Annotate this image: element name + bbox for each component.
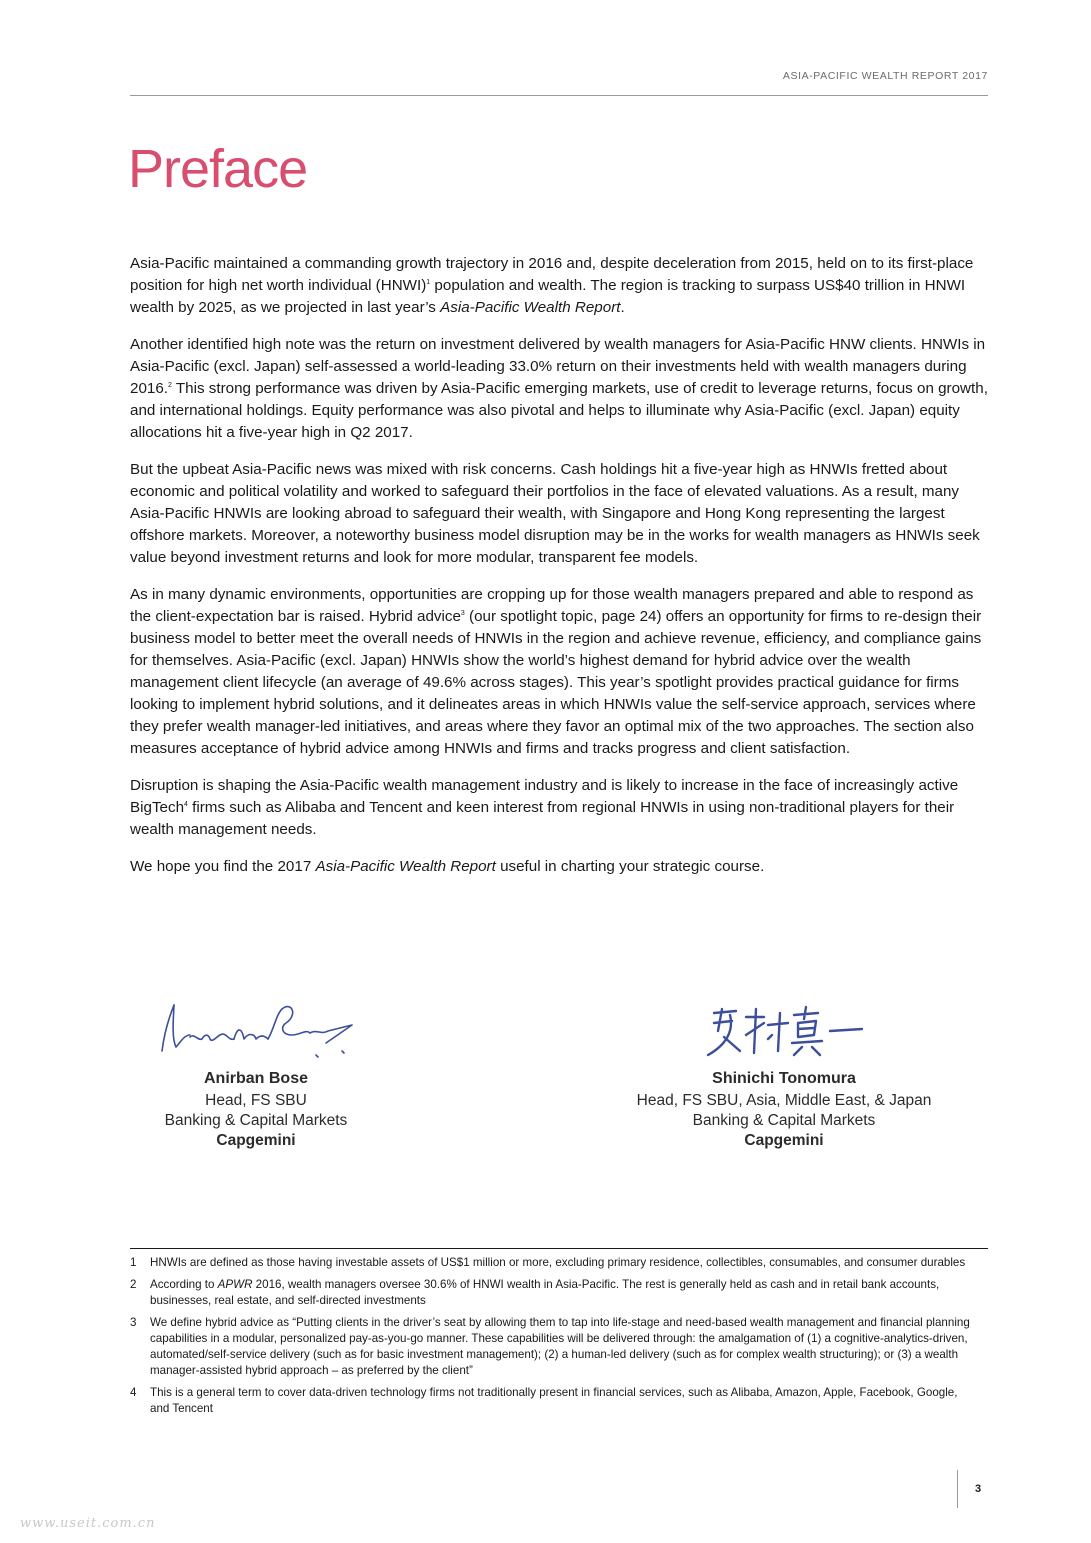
signatory-name: Shinichi Tonomura <box>712 1070 856 1087</box>
page-number: 3 <box>975 1483 982 1495</box>
footnote-text: We define hybrid advice as “Putting clients in the driver’s seat by allowing them to tap into life-stage and need-based wealth management and financial planning capabilities in a modular, personalized pay-as-you-go manner. These capabilities will be delivered through: the amalgamation of (1) a cognitive-analytics-driven, automated/self-service delivery (such as for basic investment management); (2) a human-led delivery (such as for complex wealth structuring); or (3) a wealth manager-assisted hybrid approach – as preferred by the client” <box>150 1316 970 1377</box>
footnote-ref-4: 4 <box>184 801 188 808</box>
signatory-org: Capgemini <box>216 1132 296 1149</box>
header-divider <box>130 95 988 96</box>
running-header: ASIA-PACIFIC WEALTH REPORT 2017 <box>782 70 988 82</box>
signatory-name: Anirban Bose <box>203 1070 308 1087</box>
watermark: www.useit.com.cn <box>20 1516 156 1531</box>
paragraph-4: As in many dynamic environments, opportunities are cropping up for those wealth managers prepared and able to respond as the client-expectation bar is raised. Hybrid advice$^3$ (our spotlight topic, page 24) offers an opportunity for firms to re-design their business model to better meet the overall needs of HNWIs in the region and achieve revenue, efficiency, and compliance gains for themselves. Asia-Pacific (excl. Japan) HNWIs show the world’s highest demand for hybrid advice over the wealth management client lifecycle (an average of 49.6% across stages). This year’s spotlight provides practical guidance for firms looking to implement hybrid solutions, and it delineates areas in which HNWIs value the self-service approach, services where they prefer wealth manager-led initiatives, and areas where they favor an optimal mix of the two approaches. The section also measures acceptance of hybrid advice among HNWIs and firms and tracks progress and client satisfaction. <box>130 586 982 757</box>
footnote-number: 4 <box>130 1386 137 1399</box>
signatory-role: Head, FS SBU <box>205 1092 307 1109</box>
signatory-unit: Banking & Capital Markets <box>692 1112 876 1129</box>
footnote-ref-2: 2 <box>168 382 172 389</box>
preface-body <box>130 253 988 893</box>
footnote-number: 3 <box>130 1316 137 1329</box>
footnote-1 <box>130 1255 970 1271</box>
page-title: Preface <box>128 139 308 199</box>
paragraph-1: Asia-Pacific maintained a commanding growth trajectory in 2016 and, despite deceleration from 2015, held on to its first-place position for high net worth individual (HNWI)$^1$ population and wealth. The region is tracking to surpass US$40 trillion in HNWI wealth by 2025, as we projected in last year’s Asia-Pacific Wealth Report. <box>130 255 974 316</box>
footnote-text: HNWIs are defined as those having investable assets of US$1 million or more, excluding primary residence, collectibles, consumables, and consumer durables <box>150 1256 966 1269</box>
footnote-3 <box>130 1315 970 1379</box>
footnote-text: According to APWR 2016, wealth managers oversee 30.6% of HNWI wealth in Asia-Pacific. The rest is generally held as cash and in retail bank accounts, businesses, real estate, and self-directed investments <box>150 1278 940 1307</box>
paragraph-2: Another identified high note was the return on investment delivered by wealth managers for Asia-Pacific HNW clients. HNWIs in Asia-Pacific (excl. Japan) self-assessed a world-leading 33.0% return on their investments held with wealth managers during 2016.$^2$ This strong performance was driven by Asia-Pacific emerging markets, use of credit to leverage returns, focus on growth, and international holdings. Equity performance was also pivotal and helps to illuminate why Asia-Pacific (excl. Japan) equity allocations hit a five-year high in Q2 2017. <box>130 336 988 441</box>
signatory-unit: Banking & Capital Markets <box>164 1112 348 1129</box>
signatory-role: Head, FS SBU, Asia, Middle East, & Japan <box>636 1092 932 1109</box>
footnote-ref-3: 3 <box>460 610 465 617</box>
footnote-text: This is a general term to cover data-driven technology firms not traditionally present in financial services, such as Alibaba, Amazon, Apple, Facebook, Google, and Tencent <box>150 1386 958 1415</box>
signatory-org: Capgemini <box>744 1132 824 1149</box>
footnote-4 <box>130 1385 970 1417</box>
footnotes <box>130 1255 970 1423</box>
footnote-number: 1 <box>130 1256 137 1269</box>
footnote-ref-1: 1 <box>426 279 431 286</box>
footnote-number: 2 <box>130 1278 137 1291</box>
paragraph-5: Disruption is shaping the Asia-Pacific wealth management industry and is likely to increase in the face of increasingly active BigTech$^4$ firms such as Alibaba and Tencent and keen interest from regional HNWIs in using non-traditional players for their wealth management needs. <box>130 777 959 838</box>
footnote-2 <box>130 1277 970 1309</box>
paragraph-6: We hope you find the 2017 Asia-Pacific Wealth Report useful in charting your strategic course. <box>130 858 765 875</box>
signature-anirban-bose <box>146 995 366 1065</box>
footnote-divider <box>130 1248 988 1249</box>
signature-shinichi-tonomura <box>684 995 884 1065</box>
signatory-2 <box>604 995 964 1151</box>
signatory-1 <box>136 995 376 1151</box>
paragraph-3: But the upbeat Asia-Pacific news was mixed with risk concerns. Cash holdings hit a five-year high as HNWIs fretted about economic and political volatility and worked to safeguard their portfolios in the face of elevated valuations. As a result, many Asia-Pacific HNWIs are looking abroad to safeguard their wealth, with Singapore and Hong Kong representing the largest offshore markets. Moreover, a noteworthy business model disruption may be in the works for wealth managers as HNWIs seek value beyond investment returns and look for more modular, transparent fee models. <box>130 461 980 566</box>
page-number-divider <box>957 1470 958 1508</box>
